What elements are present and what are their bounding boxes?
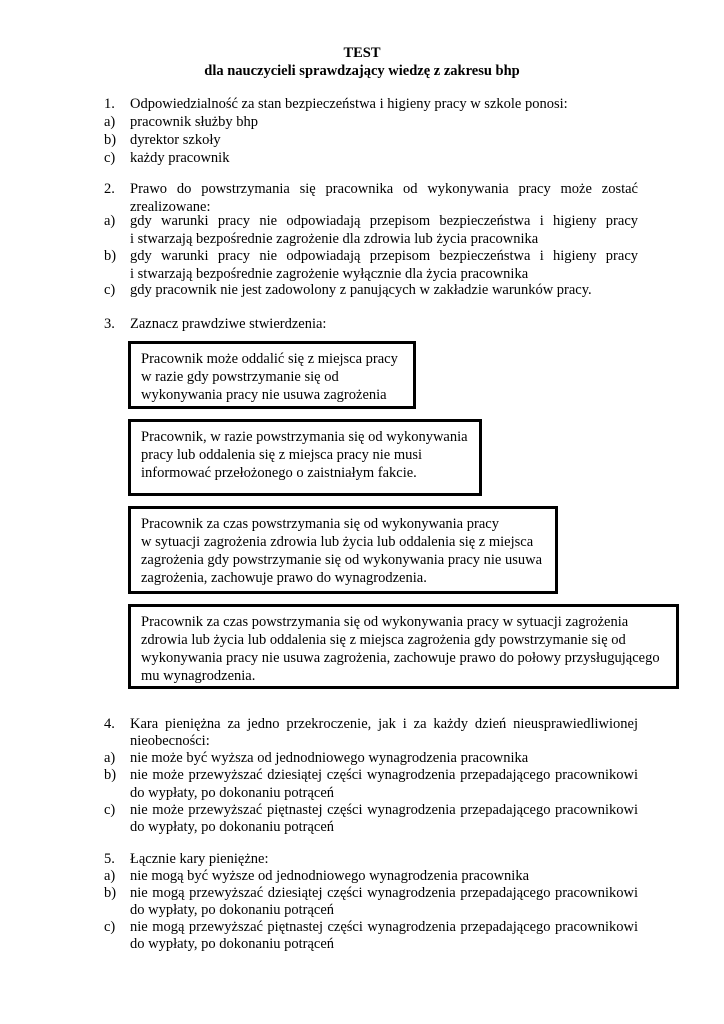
- answer-text: pracownik służby bhp: [130, 114, 259, 130]
- answer-text-continued: do wypłaty, po dokonaniu potrąceń: [130, 902, 335, 918]
- answer-text: nie mogą przewyższać dziesiątej części wynagrodzenia przepadającego pracownikowi: [130, 885, 638, 901]
- question-number: 1.: [104, 96, 115, 112]
- answer-text: nie może przewyższać dziesiątej części wynagrodzenia przepadającego pracownikowi: [130, 767, 638, 783]
- answer-letter: b): [104, 885, 117, 901]
- answer-text: każdy pracownik: [130, 150, 230, 166]
- statement-line: w razie gdy powstrzymanie się od: [141, 369, 339, 385]
- answer-letter: c): [104, 150, 116, 166]
- question-text: Łącznie kary pieniężne:: [130, 851, 269, 867]
- answer-letter: b): [104, 767, 117, 783]
- statement-line: wykonywania pracy nie usuwa zagrożenia, zachowuje prawo do połowy przysługującego: [141, 650, 660, 666]
- answer-letter: c): [104, 802, 116, 818]
- statement-line: informować przełożonego o zaistniałym fakcie.: [141, 465, 417, 481]
- statement-line: Pracownik może oddalić się z miejsca pracy: [141, 351, 398, 367]
- statement-line: Pracownik, w razie powstrzymania się od wykonywania: [141, 429, 468, 445]
- question-text: Kara pieniężna za jedno przekroczenie, jak i za każdy dzień nieusprawiedliwionej: [130, 716, 638, 732]
- answer-letter: a): [104, 114, 116, 130]
- answer-text-continued: i stwarzają bezpośrednie zagrożenie dla zdrowia lub życia pracownika: [130, 231, 539, 247]
- statement-box-3[interactable]: [128, 506, 558, 594]
- answer-text: gdy warunki pracy nie odpowiadają przepisom bezpieczeństwa i higieny pracy: [130, 213, 638, 229]
- statement-line: wykonywania pracy nie usuwa zagrożenia: [141, 387, 387, 403]
- statement-line: zagrożenia gdy powstrzymanie się od wykonywania pracy nie usuwa: [141, 552, 543, 568]
- statement-line: w sytuacji zagrożenia zdrowia lub życia lub oddalenia się z miejsca: [141, 534, 534, 550]
- answer-letter: a): [104, 213, 116, 229]
- answer-letter: b): [104, 132, 117, 148]
- question-number: 4.: [104, 716, 115, 732]
- statement-box-4[interactable]: [128, 604, 679, 689]
- statement-line: zagrożenia, zachowuje prawo do wynagrodzenia.: [141, 570, 427, 586]
- question-number: 3.: [104, 316, 115, 332]
- answer-text: dyrektor szkoły: [130, 132, 221, 148]
- answer-text-continued: do wypłaty, po dokonaniu potrąceń: [130, 819, 335, 835]
- question-number: 2.: [104, 181, 115, 197]
- document-subtitle: dla nauczycieli sprawdzający wiedzę z zakresu bhp: [204, 63, 520, 79]
- answer-letter: a): [104, 868, 116, 884]
- answer-text-continued: do wypłaty, po dokonaniu potrąceń: [130, 936, 335, 952]
- answer-text: nie może przewyższać piętnastej części wynagrodzenia przepadającego pracownikowi: [130, 802, 638, 818]
- statement-line: pracy lub oddalenia się z miejsca pracy nie musi: [141, 447, 423, 463]
- answer-letter: a): [104, 750, 116, 766]
- question-text: Odpowiedzialność za stan bezpieczeństwa i higieny pracy w szkole ponosi:: [130, 96, 568, 112]
- question-number: 5.: [104, 851, 115, 867]
- statement-box-1[interactable]: [128, 341, 416, 409]
- statement-line: mu wynagrodzenia.: [141, 668, 256, 684]
- document-title: TEST: [343, 45, 381, 61]
- statement-box-2[interactable]: [128, 419, 482, 496]
- statement-line: zdrowia lub życia lub oddalenia się z miejsca zagrożenia gdy powstrzymanie się od: [141, 632, 626, 648]
- answer-text-continued: do wypłaty, po dokonaniu potrąceń: [130, 785, 335, 801]
- answer-text: gdy warunki pracy nie odpowiadają przepisom bezpieczeństwa i higieny pracy: [130, 248, 638, 264]
- answer-letter: c): [104, 282, 116, 298]
- answer-text-continued: i stwarzają bezpośrednie zagrożenie wyłącznie dla życia pracownika: [130, 266, 529, 282]
- question-text: Zaznacz prawdziwe stwierdzenia:: [130, 316, 327, 332]
- statement-line: Pracownik za czas powstrzymania się od wykonywania pracy w sytuacji zagrożenia: [141, 614, 629, 630]
- answer-letter: b): [104, 248, 117, 264]
- answer-text: gdy pracownik nie jest zadowolony z panujących w zakładzie warunków pracy.: [130, 282, 592, 298]
- answer-text: nie może być wyższa od jednodniowego wynagrodzenia pracownika: [130, 750, 529, 766]
- question-text-continued: zrealizowane:: [130, 199, 211, 215]
- statement-line: Pracownik za czas powstrzymania się od wykonywania pracy: [141, 516, 499, 532]
- question-text: Prawo do powstrzymania się pracownika od wykonywania pracy może zostać: [130, 181, 638, 197]
- answer-text: nie mogą być wyższe od jednodniowego wynagrodzenia pracownika: [130, 868, 530, 884]
- answer-letter: c): [104, 919, 116, 935]
- answer-text: nie mogą przewyższać piętnastej części wynagrodzenia przepadającego pracownikowi: [130, 919, 638, 935]
- question-text-continued: nieobecności:: [130, 733, 210, 749]
